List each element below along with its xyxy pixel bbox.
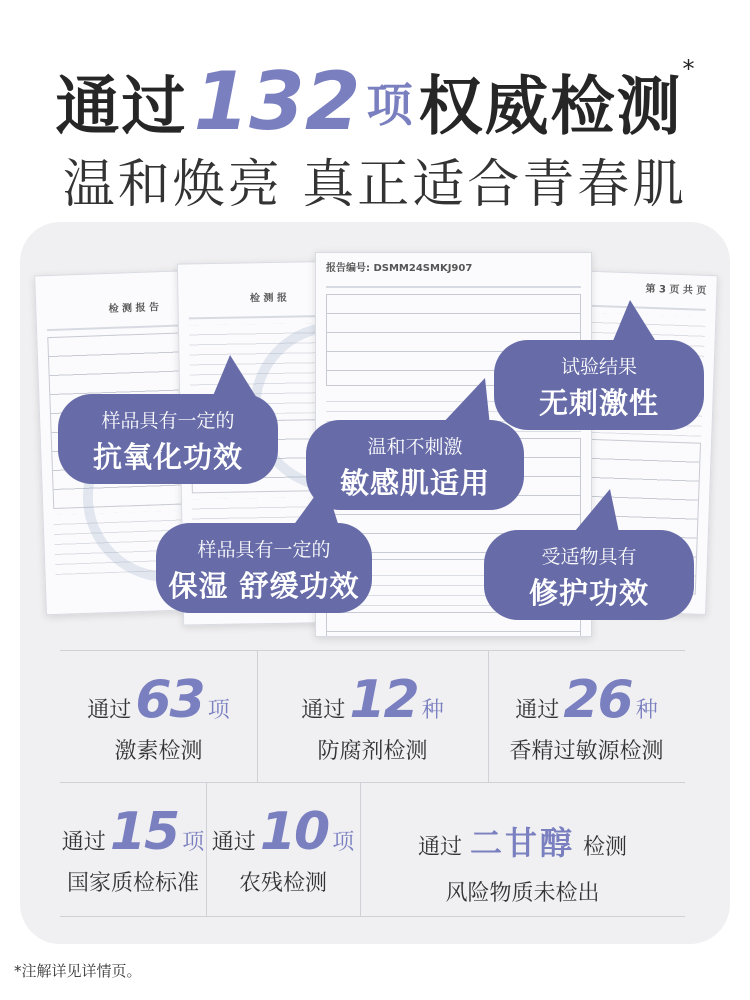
report-header: 报告编号: DSMM24SMKJ907	[326, 263, 473, 274]
stat-fragrance	[488, 670, 685, 765]
stat-number: 15	[109, 802, 179, 862]
stat-hormone	[60, 670, 257, 765]
stat-pesticide	[206, 802, 360, 897]
stats-grid	[60, 650, 685, 915]
bubble-small-text: 样品具有一定的	[197, 539, 331, 561]
stat-national	[60, 802, 206, 897]
stat-prefix: 通过	[301, 698, 346, 723]
bubble-tail	[430, 378, 500, 428]
stat-prefix: 通过	[61, 830, 106, 855]
bubble-big-text: 修护功效	[528, 576, 649, 610]
stat-description: 国家质检标准	[66, 871, 199, 896]
stat-prefix: 通过	[417, 835, 462, 860]
stat-number: 12	[349, 670, 418, 730]
report-header: 第 3 页 共 页	[645, 283, 707, 297]
bubble-small-text: 样品具有一定的	[101, 410, 235, 432]
bubble-big-text: 抗氧化功效	[92, 440, 243, 474]
stat-prefix: 通过	[515, 698, 560, 723]
stat-unit: 种	[421, 698, 444, 723]
stat-unit: 种	[635, 698, 658, 723]
bubble-small-text: 温和不刺激	[367, 436, 463, 458]
subtitle: 温和焕亮 真正适合青春肌	[62, 155, 688, 215]
headline-footnote-mark: *	[682, 55, 695, 83]
bubble-big-text: 敏感肌适用	[339, 466, 490, 500]
bubble-antioxidant	[58, 394, 278, 484]
headline-unit: 项	[366, 77, 413, 132]
stat-description: 激素检测	[114, 739, 203, 764]
stat-unit: 检测	[583, 835, 628, 860]
stat-description: 香精过敏源检测	[509, 739, 664, 764]
bubble-small-text: 受适物具有	[541, 546, 637, 568]
stat-description: 风险物质未检出	[445, 881, 600, 906]
stat-number: 二甘醇	[469, 824, 575, 862]
headline-number: 132	[193, 55, 361, 148]
stat-prefix: 通过	[211, 830, 256, 855]
stat-unit: 项	[207, 698, 230, 723]
stat-unit: 项	[332, 830, 355, 855]
stat-number: 26	[563, 670, 632, 730]
stat-diethylene-glycol	[360, 818, 685, 907]
headline-prefix: 通过	[55, 70, 188, 145]
bubble-tail	[200, 355, 270, 405]
bubble-tail	[600, 300, 670, 350]
stat-preservative	[257, 670, 488, 765]
stat-number: 10	[259, 802, 329, 862]
bubble-big-text: 无刺激性	[538, 386, 659, 420]
headline-suffix: 权威检测	[418, 70, 683, 145]
footnote: *注解详见详情页。	[14, 962, 142, 980]
bubble-small-text: 试验结果	[560, 356, 637, 378]
stat-unit: 项	[182, 830, 205, 855]
report-header: 检 测 报	[249, 292, 288, 305]
bubble-test-result	[494, 340, 704, 430]
stat-prefix: 通过	[87, 698, 132, 723]
bubble-repair	[484, 530, 694, 620]
stat-description: 防腐剂检测	[317, 739, 428, 764]
bubble-moisture	[156, 523, 372, 613]
bubble-big-text: 保湿 舒缓功效	[168, 569, 360, 603]
stat-number: 63	[135, 670, 204, 730]
headline	[0, 55, 750, 148]
stat-description: 农残检测	[238, 871, 327, 896]
report-header: 检 测 报 告	[108, 302, 160, 315]
bubble-tail	[280, 482, 350, 532]
bubble-tail	[560, 489, 630, 539]
